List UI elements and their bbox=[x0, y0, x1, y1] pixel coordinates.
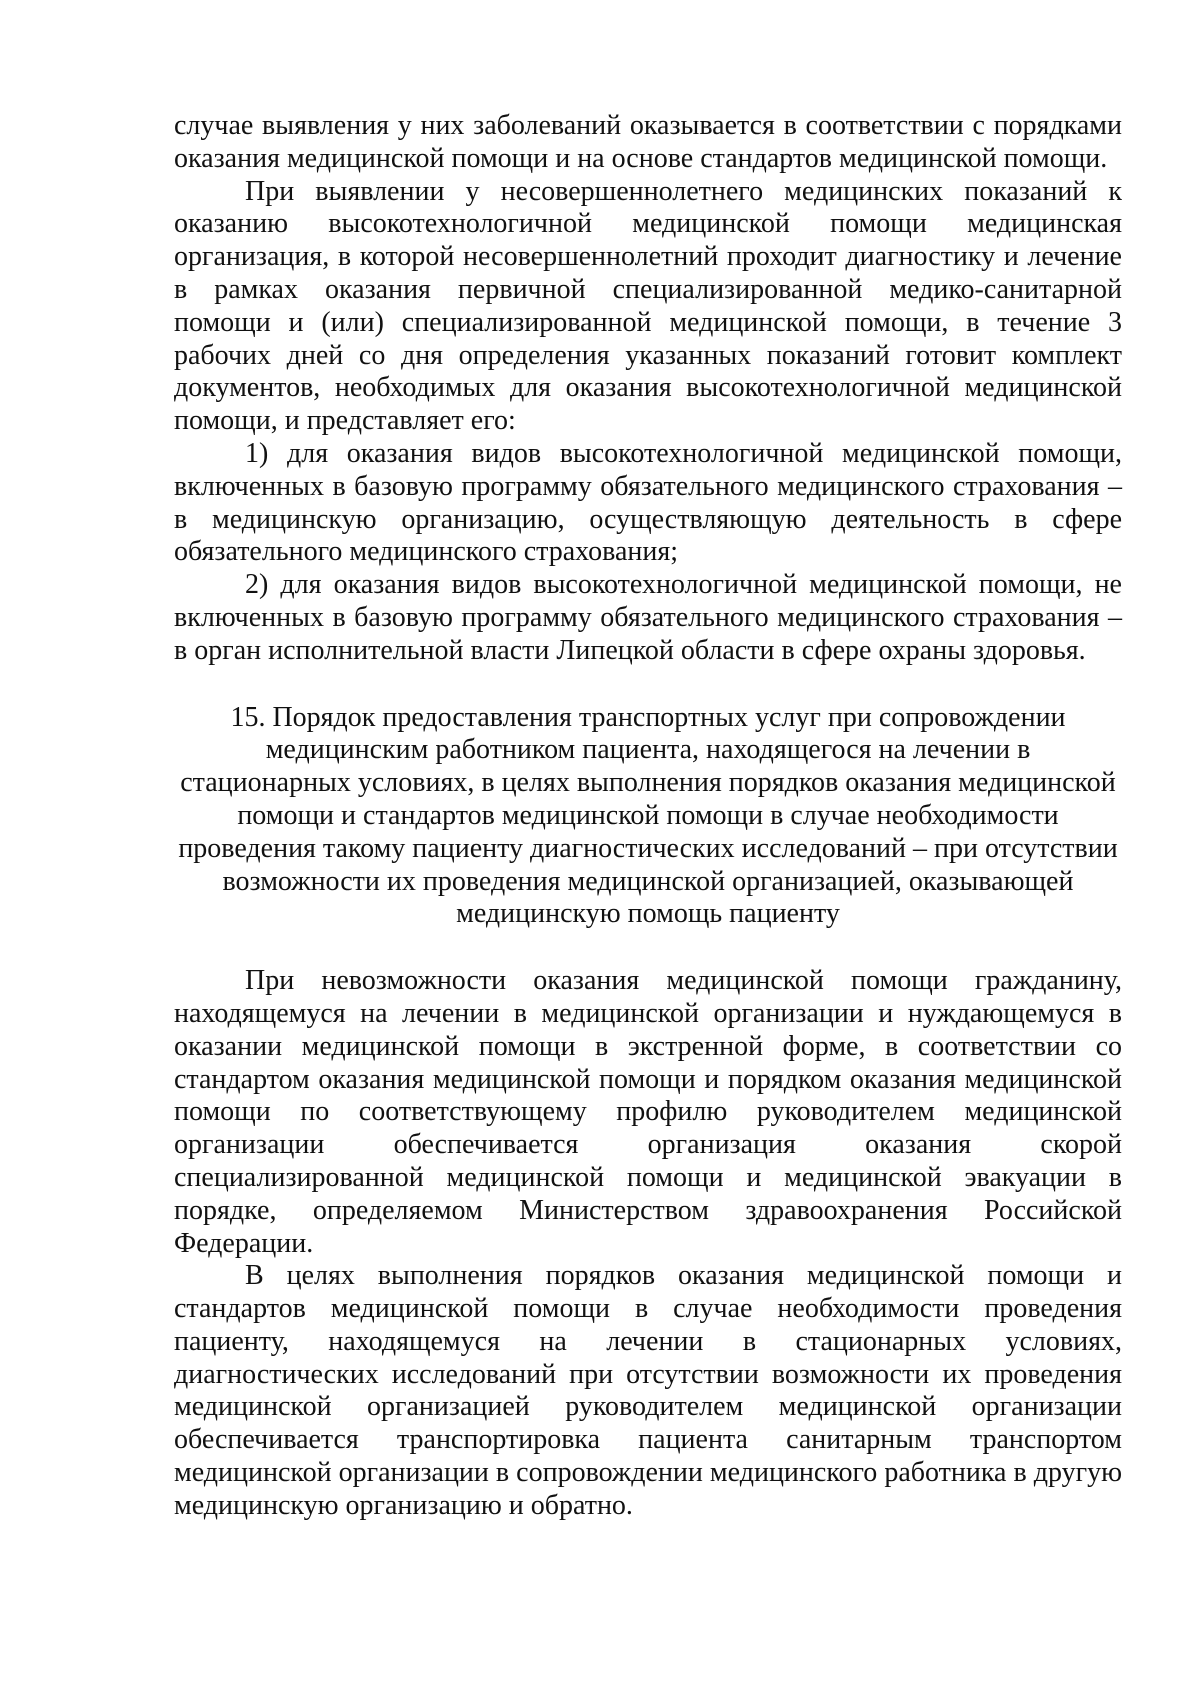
list-item-2: 2) для оказания видов высокотехнологичной медицинской помощи, не включенных в базовую программу обязательного медицинского страхования – в орган исполнительной власти Липецкой области в сфере охраны здоровья. bbox=[174, 569, 1122, 666]
section-heading: 15. Порядок предоставления транспортных услуг при сопровождении медицинским работником пациента, находящегося на лечении в стационарных условиях, в целях выполнения порядков оказания медицинской помощи и стандартов медицинской помощи в случае необходимости проведения такому пациенту диагностических исследований – при отсутствии возможности их проведения медицинской организацией, оказывающей медицинскую помощь пациенту bbox=[178, 701, 1118, 930]
paragraph-continuation: случае выявления у них заболеваний оказывается в соответствии с порядками оказания медицинской помощи и на основе стандартов медицинской помощи. bbox=[174, 110, 1122, 174]
paragraph-high-tech-care: При выявлении у несовершеннолетнего медицинских показаний к оказанию высокотехнологичной медицинской помощи медицинская организация, в которой несовершеннолетний проходит диагностику и лечение в рамках оказания первичной специализированной медико-санитарной помощи и (или) специализированной медицинской помощи, в течение 3 рабочих дней со дня определения указанных показаний готовит комплект документов, необходимых для оказания высокотехнологичной медицинской помощи, и представляет его: bbox=[174, 175, 1122, 437]
document-page bbox=[174, 110, 1122, 1523]
list-item-1: 1) для оказания видов высокотехнологичной медицинской помощи, включенных в базовую программу обязательного медицинского страхования – в медицинскую организацию, осуществляющую деятельность в сфере обязательного медицинского страхования; bbox=[174, 437, 1122, 568]
paragraph-transport: В целях выполнения порядков оказания медицинской помощи и стандартов медицинской помощи в случае необходимости проведения пациенту, находящемуся на лечении в стационарных условиях, диагностических исследований при отсутствии возможности их проведения медицинской организацией руководителем медицинской организации обеспечивается транспортировка пациента санитарным транспортом медицинской организации в сопровождении медицинского работника в другую медицинскую организацию и обратно. bbox=[174, 1260, 1122, 1521]
paragraph-emergency-care: При невозможности оказания медицинской помощи гражданину, находящемуся на лечении в медицинской организации и нуждающемуся в оказании медицинской помощи в экстренной форме, в соответствии со стандартом оказания медицинской помощи и порядком оказания медицинской помощи по соответствующему профилю руководителем медицинской организации обеспечивается организация оказания скорой специализированной медицинской помощи и медицинской эвакуации в порядке, определяемом Министерством здравоохранения Российской Федерации. bbox=[174, 965, 1122, 1259]
